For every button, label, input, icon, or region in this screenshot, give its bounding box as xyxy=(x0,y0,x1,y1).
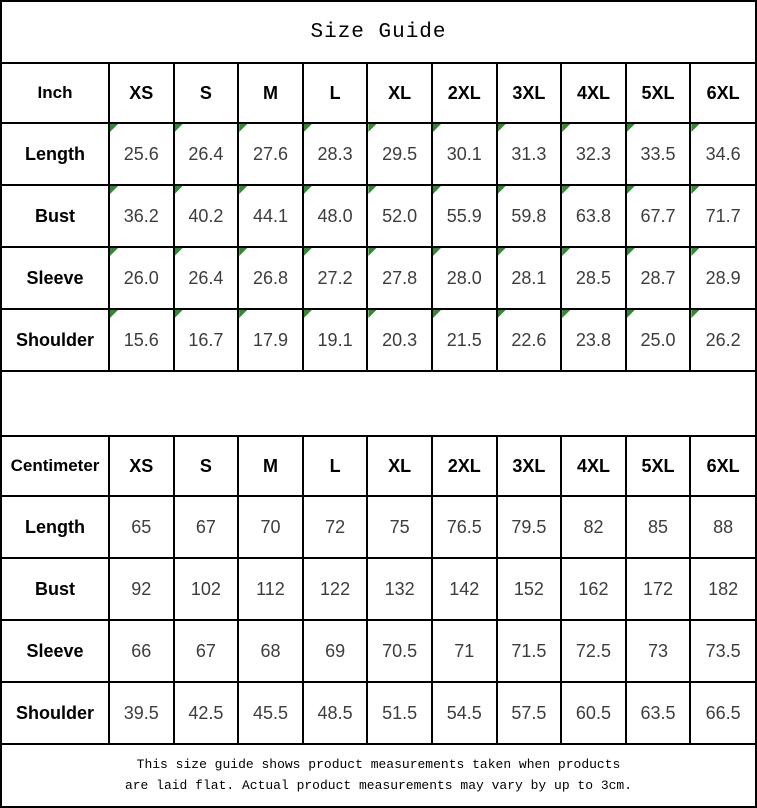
measurement-cell: 26.4 xyxy=(174,247,239,309)
size-column-header: 2XL xyxy=(432,436,497,496)
measurement-cell: 71.7 xyxy=(690,185,755,247)
unit-header: Inch xyxy=(2,63,109,123)
measurement-cell: 59.8 xyxy=(497,185,562,247)
measurement-cell: 36.2 xyxy=(109,185,174,247)
measurement-cell: 26.8 xyxy=(238,247,303,309)
size-column-header: L xyxy=(303,63,368,123)
corner-flag-icon xyxy=(627,186,635,194)
corner-flag-icon xyxy=(110,186,118,194)
measurement-cell: 27.8 xyxy=(367,247,432,309)
measurement-cell: 26.0 xyxy=(109,247,174,309)
corner-flag-icon xyxy=(433,124,441,132)
measurement-cell: 34.6 xyxy=(690,123,755,185)
measurement-cell: 40.2 xyxy=(174,185,239,247)
corner-flag-icon xyxy=(368,248,376,256)
measurement-cell: 25.6 xyxy=(109,123,174,185)
measurement-cell: 122 xyxy=(303,558,368,620)
corner-flag-icon xyxy=(368,186,376,194)
footer-line-2: are laid flat. Actual product measurements may vary by up to 3cm. xyxy=(124,777,633,793)
measurement-cell: 31.3 xyxy=(497,123,562,185)
measurement-cell: 25.0 xyxy=(626,309,691,371)
row-label: Sleeve xyxy=(2,247,109,309)
size-column-header: XL xyxy=(367,436,432,496)
measurement-cell: 67 xyxy=(174,496,239,558)
inch-table xyxy=(2,62,755,372)
measurement-cell: 69 xyxy=(303,620,368,682)
size-column-header: 4XL xyxy=(561,436,626,496)
measurement-cell: 15.6 xyxy=(109,309,174,371)
corner-flag-icon xyxy=(368,124,376,132)
size-column-header: S xyxy=(174,63,239,123)
corner-flag-icon xyxy=(368,310,376,318)
measurement-cell: 26.2 xyxy=(690,309,755,371)
measurement-cell: 27.6 xyxy=(238,123,303,185)
measurement-cell: 66.5 xyxy=(690,682,755,744)
measurement-cell: 88 xyxy=(690,496,755,558)
table-header-row xyxy=(2,63,755,123)
corner-flag-icon xyxy=(239,124,247,132)
corner-flag-icon xyxy=(562,186,570,194)
size-column-header: M xyxy=(238,436,303,496)
size-column-header: 3XL xyxy=(497,63,562,123)
measurement-cell: 60.5 xyxy=(561,682,626,744)
table-row xyxy=(2,247,755,309)
corner-flag-icon xyxy=(433,248,441,256)
measurement-cell: 44.1 xyxy=(238,185,303,247)
corner-flag-icon xyxy=(433,186,441,194)
corner-flag-icon xyxy=(304,310,312,318)
size-column-header: 5XL xyxy=(626,63,691,123)
measurement-cell: 68 xyxy=(238,620,303,682)
measurement-cell: 182 xyxy=(690,558,755,620)
corner-flag-icon xyxy=(433,310,441,318)
measurement-cell: 67.7 xyxy=(626,185,691,247)
measurement-cell: 21.5 xyxy=(432,309,497,371)
row-label: Sleeve xyxy=(2,620,109,682)
measurement-cell: 54.5 xyxy=(432,682,497,744)
measurement-cell: 19.1 xyxy=(303,309,368,371)
measurement-cell: 172 xyxy=(626,558,691,620)
measurement-cell: 29.5 xyxy=(367,123,432,185)
measurement-cell: 152 xyxy=(497,558,562,620)
centimeter-table xyxy=(2,435,755,745)
corner-flag-icon xyxy=(498,310,506,318)
corner-flag-icon xyxy=(304,248,312,256)
measurement-cell: 45.5 xyxy=(238,682,303,744)
corner-flag-icon xyxy=(110,310,118,318)
size-column-header: 6XL xyxy=(690,436,755,496)
table-gap xyxy=(2,372,755,435)
measurement-cell: 39.5 xyxy=(109,682,174,744)
size-column-header: 5XL xyxy=(626,436,691,496)
measurement-cell: 55.9 xyxy=(432,185,497,247)
measurement-cell: 28.7 xyxy=(626,247,691,309)
measurement-cell: 72.5 xyxy=(561,620,626,682)
measurement-cell: 28.5 xyxy=(561,247,626,309)
corner-flag-icon xyxy=(691,124,699,132)
corner-flag-icon xyxy=(175,124,183,132)
measurement-cell: 76.5 xyxy=(432,496,497,558)
measurement-cell: 63.8 xyxy=(561,185,626,247)
corner-flag-icon xyxy=(175,310,183,318)
measurement-cell: 28.1 xyxy=(497,247,562,309)
measurement-cell: 26.4 xyxy=(174,123,239,185)
measurement-cell: 20.3 xyxy=(367,309,432,371)
measurement-cell: 70.5 xyxy=(367,620,432,682)
measurement-cell: 71.5 xyxy=(497,620,562,682)
measurement-cell: 71 xyxy=(432,620,497,682)
corner-flag-icon xyxy=(691,248,699,256)
measurement-cell: 52.0 xyxy=(367,185,432,247)
table-header-row xyxy=(2,436,755,496)
measurement-cell: 75 xyxy=(367,496,432,558)
corner-flag-icon xyxy=(175,248,183,256)
corner-flag-icon xyxy=(498,124,506,132)
table-row xyxy=(2,123,755,185)
measurement-cell: 48.0 xyxy=(303,185,368,247)
measurement-cell: 72 xyxy=(303,496,368,558)
measurement-cell: 57.5 xyxy=(497,682,562,744)
measurement-cell: 112 xyxy=(238,558,303,620)
size-column-header: L xyxy=(303,436,368,496)
footer-line-1: This size guide shows product measurements taken when products xyxy=(136,756,621,772)
measurement-cell: 22.6 xyxy=(497,309,562,371)
corner-flag-icon xyxy=(562,124,570,132)
measurement-cell: 28.3 xyxy=(303,123,368,185)
measurement-cell: 70 xyxy=(238,496,303,558)
size-column-header: XL xyxy=(367,63,432,123)
corner-flag-icon xyxy=(627,310,635,318)
row-label: Bust xyxy=(2,185,109,247)
corner-flag-icon xyxy=(498,186,506,194)
table-row xyxy=(2,558,755,620)
table-row xyxy=(2,185,755,247)
measurement-cell: 162 xyxy=(561,558,626,620)
measurement-cell: 142 xyxy=(432,558,497,620)
size-column-header: 3XL xyxy=(497,436,562,496)
corner-flag-icon xyxy=(110,124,118,132)
table-row xyxy=(2,309,755,371)
row-label: Shoulder xyxy=(2,309,109,371)
measurement-cell: 82 xyxy=(561,496,626,558)
corner-flag-icon xyxy=(304,124,312,132)
corner-flag-icon xyxy=(498,248,506,256)
corner-flag-icon xyxy=(175,186,183,194)
measurement-cell: 23.8 xyxy=(561,309,626,371)
unit-header: Centimeter xyxy=(2,436,109,496)
table-row xyxy=(2,620,755,682)
corner-flag-icon xyxy=(627,124,635,132)
size-column-header: 4XL xyxy=(561,63,626,123)
measurement-cell: 73 xyxy=(626,620,691,682)
corner-flag-icon xyxy=(562,248,570,256)
measurement-cell: 65 xyxy=(109,496,174,558)
size-column-header: M xyxy=(238,63,303,123)
measurement-cell: 32.3 xyxy=(561,123,626,185)
size-column-header: S xyxy=(174,436,239,496)
measurement-cell: 28.0 xyxy=(432,247,497,309)
corner-flag-icon xyxy=(239,310,247,318)
measurement-cell: 63.5 xyxy=(626,682,691,744)
corner-flag-icon xyxy=(691,310,699,318)
measurement-cell: 67 xyxy=(174,620,239,682)
size-column-header: 6XL xyxy=(690,63,755,123)
measurement-cell: 132 xyxy=(367,558,432,620)
corner-flag-icon xyxy=(239,186,247,194)
row-label: Shoulder xyxy=(2,682,109,744)
measurement-cell: 28.9 xyxy=(690,247,755,309)
measurement-cell: 51.5 xyxy=(367,682,432,744)
measurement-cell: 17.9 xyxy=(238,309,303,371)
size-column-header: XS xyxy=(109,63,174,123)
size-column-header: 2XL xyxy=(432,63,497,123)
measurement-cell: 85 xyxy=(626,496,691,558)
corner-flag-icon xyxy=(562,310,570,318)
measurement-cell: 16.7 xyxy=(174,309,239,371)
corner-flag-icon xyxy=(627,248,635,256)
table-row xyxy=(2,496,755,558)
measurement-cell: 30.1 xyxy=(432,123,497,185)
measurement-cell: 73.5 xyxy=(690,620,755,682)
measurement-cell: 48.5 xyxy=(303,682,368,744)
page-title: Size Guide xyxy=(310,20,447,44)
measurement-cell: 92 xyxy=(109,558,174,620)
measurement-cell: 102 xyxy=(174,558,239,620)
row-label: Length xyxy=(2,123,109,185)
corner-flag-icon xyxy=(110,248,118,256)
measurement-cell: 27.2 xyxy=(303,247,368,309)
corner-flag-icon xyxy=(239,248,247,256)
footer-note xyxy=(2,745,755,806)
measurement-cell: 79.5 xyxy=(497,496,562,558)
row-label: Bust xyxy=(2,558,109,620)
size-column-header: XS xyxy=(109,436,174,496)
row-label: Length xyxy=(2,496,109,558)
measurement-cell: 42.5 xyxy=(174,682,239,744)
corner-flag-icon xyxy=(304,186,312,194)
measurement-cell: 33.5 xyxy=(626,123,691,185)
measurement-cell: 66 xyxy=(109,620,174,682)
corner-flag-icon xyxy=(691,186,699,194)
table-row xyxy=(2,682,755,744)
